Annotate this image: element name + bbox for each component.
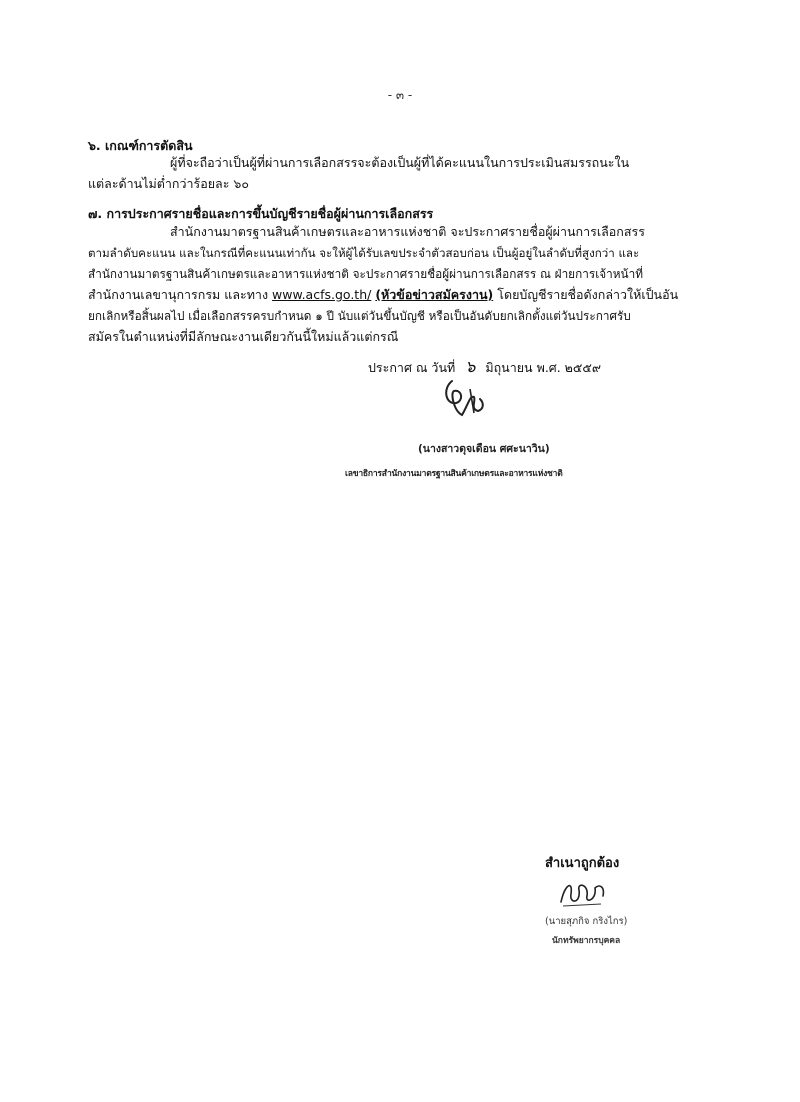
section-7-line-3: สำนักงานมาตรฐานสินค้าเกษตรและอาหารแห่งชาติ จะประกาศรายชื่อผู้ผ่านการเลือกสรร ณ ฝ่ายการเจ้าหน้าที่ bbox=[88, 267, 644, 281]
section-7-line-4-end: โดยบัญชีรายชื่อดังกล่าวให้เป็นอัน bbox=[497, 287, 679, 302]
certifier-name: (นายสุภกิจ กริงไกร) bbox=[545, 916, 628, 927]
date-prefix: ประกาศ ณ วันที่ bbox=[368, 360, 456, 375]
certifier-signature bbox=[555, 874, 615, 910]
acfs-website-link[interactable]: www.acfs.go.th/ bbox=[272, 287, 372, 302]
section-6-line-2: แต่ละด้านไม่ต่ำกว่าร้อยละ ๖๐ bbox=[88, 176, 249, 191]
section-7-heading: ๗. การประกาศรายชื่อและการขึ้นบัญชีรายชื่อผู้ผ่านการเลือกสรร bbox=[88, 206, 434, 221]
date-day: ๖ bbox=[465, 357, 476, 376]
section-7-line-5: ยกเลิกหรือสิ้นผลไป เมื่อเลือกสรรครบกำหนด ๑ ปี นับแต่วันขึ้นบัญชี หรือเป็นอันดับยกเลิกตั้งแต่วันประกาศรับ bbox=[88, 309, 631, 323]
certified-copy-title: สำเนาถูกต้อง bbox=[545, 856, 620, 871]
date-suffix: มิถุนายน พ.ศ. ๒๕๕๙ bbox=[485, 360, 601, 375]
certifier-position: นักทรัพยากรบุคคล bbox=[552, 936, 621, 946]
section-6-heading: ๖. เกณฑ์การตัดสิน bbox=[88, 138, 193, 153]
section-7-line-4 bbox=[88, 287, 678, 303]
job-news-link[interactable]: (หัวข้อข่าวสมัครงาน) bbox=[375, 287, 494, 302]
section-7-line-6: สมัครในตำแหน่งที่มีลักษณะงานเดียวกันนี้ใหม่แล้วแต่กรณี bbox=[88, 329, 399, 344]
section-7-line-2: ตามลำดับคะแนน และในกรณีที่คะแนนเท่ากัน จะให้ผู้ได้รับเลขประจำตัวสอบก่อน เป็นผู้อยู่ในลำดับที่สูงกว่า และ bbox=[88, 246, 640, 260]
signatory-title: เลขาธิการสำนักงานมาตรฐานสินค้าเกษตรและอาหารแห่งชาติ bbox=[345, 469, 563, 479]
signatory-name: (นางสาวดุจเดือน ศศะนาวิน) bbox=[418, 443, 550, 455]
section-7-line-1: สำนักงานมาตรฐานสินค้าเกษตรและอาหารแห่งชาติ จะประกาศรายชื่อผู้ผ่านการเลือกสรร bbox=[170, 224, 645, 239]
section-6-line-1: ผู้ที่จะถือว่าเป็นผู้ที่ผ่านการเลือกสรรจะต้องเป็นผู้ที่ได้คะแนนในการประเมินสมรรถนะใน bbox=[170, 155, 630, 170]
section-7-line-4-start: สำนักงานเลขานุการกรม และทาง bbox=[88, 287, 269, 302]
director-signature bbox=[440, 375, 490, 425]
page-number: - ๓ - bbox=[387, 88, 413, 102]
